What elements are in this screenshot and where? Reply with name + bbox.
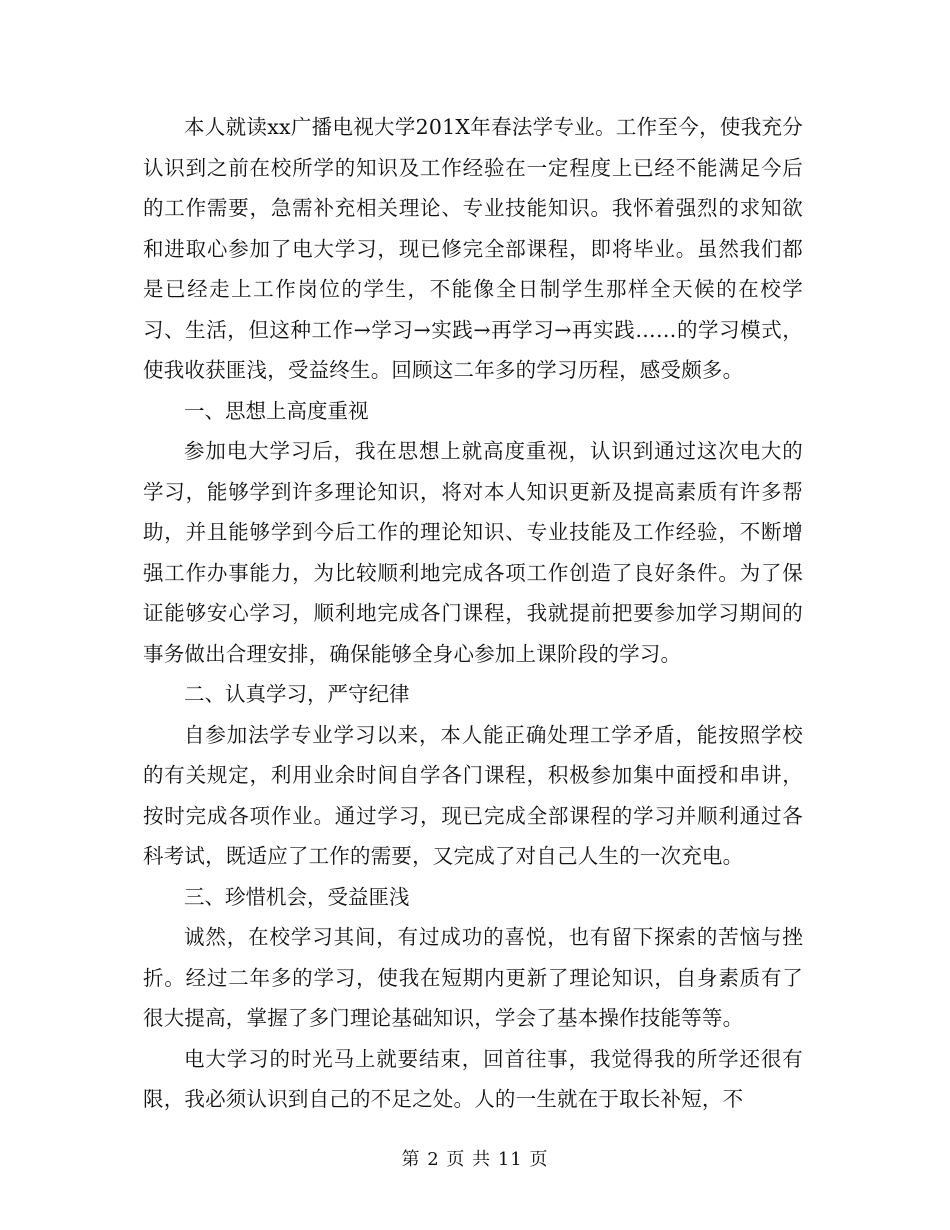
section-heading-3: 三、珍惜机会，受益匪浅: [184, 884, 410, 909]
paragraph-section-1: 参加电大学习后，我在思想上就高度重视，认识到通过这次电大的学习，能够学到许多理论知识，将对本人知识更新及提高素质有许多帮助，并且能够学到今后工作的理论知识、专业技能及工作经验，不断增强工作办事能力，为比较顺利地完成各项工作创造了良好条件。为了保证能够安心学习，顺利地完成各门课程，我就提前把要参加学习期间的事务做出合理安排，确保能够全身心参加上课阶段的学习。: [143, 439, 803, 666]
document-body: [143, 107, 803, 1120]
paragraph-closing: 电大学习的时光马上就要结束，回首往事，我觉得我的所学还很有限，我必须认识到自己的不足之处。人的一生就在于取长补短，不: [143, 1046, 803, 1111]
paragraph-section-2: 自参加法学专业学习以来，本人能正确处理工学矛盾，能按照学校的有关规定，利用业余时间自学各门课程，积极参加集中面授和串讲，按时完成各项作业。通过学习，现已完成全部课程的学习并顺利通过各科考试，既适应了工作的需要，又完成了对自己人生的一次充电。: [143, 722, 803, 868]
paragraph-section-3: 诚然，在校学习其间，有过成功的喜悦，也有留下探索的苦恼与挫折。经过二年多的学习，使我在短期内更新了理论知识，自身素质有了很大提高，掌握了多门理论基础知识，学会了基本操作技能等等。: [143, 925, 803, 1030]
section-heading-1: 一、思想上高度重视: [184, 398, 369, 423]
paragraph-intro: 本人就读xx广播电视大学201X年春法学专业。工作至今，使我充分认识到之前在校所学的知识及工作经验在一定程度上已经不能满足今后的工作需要，急需补充相关理论、专业技能知识。我怀着强烈的求知欲和进取心参加了电大学习，现已修完全部课程，即将毕业。虽然我们都是已经走上工作岗位的学生，不能像全日制学生那样全天候的在校学习、生活，但这种工作→学习→实践→再学习→再实践……的学习模式，使我收获匪浅，受益终生。回顾这二年多的学习历程，感受颇多。: [143, 115, 803, 382]
section-heading-2: 二、认真学习，严守纪律: [184, 682, 410, 706]
page-number-footer: 第 2 页 共 11 页: [401, 1149, 549, 1170]
